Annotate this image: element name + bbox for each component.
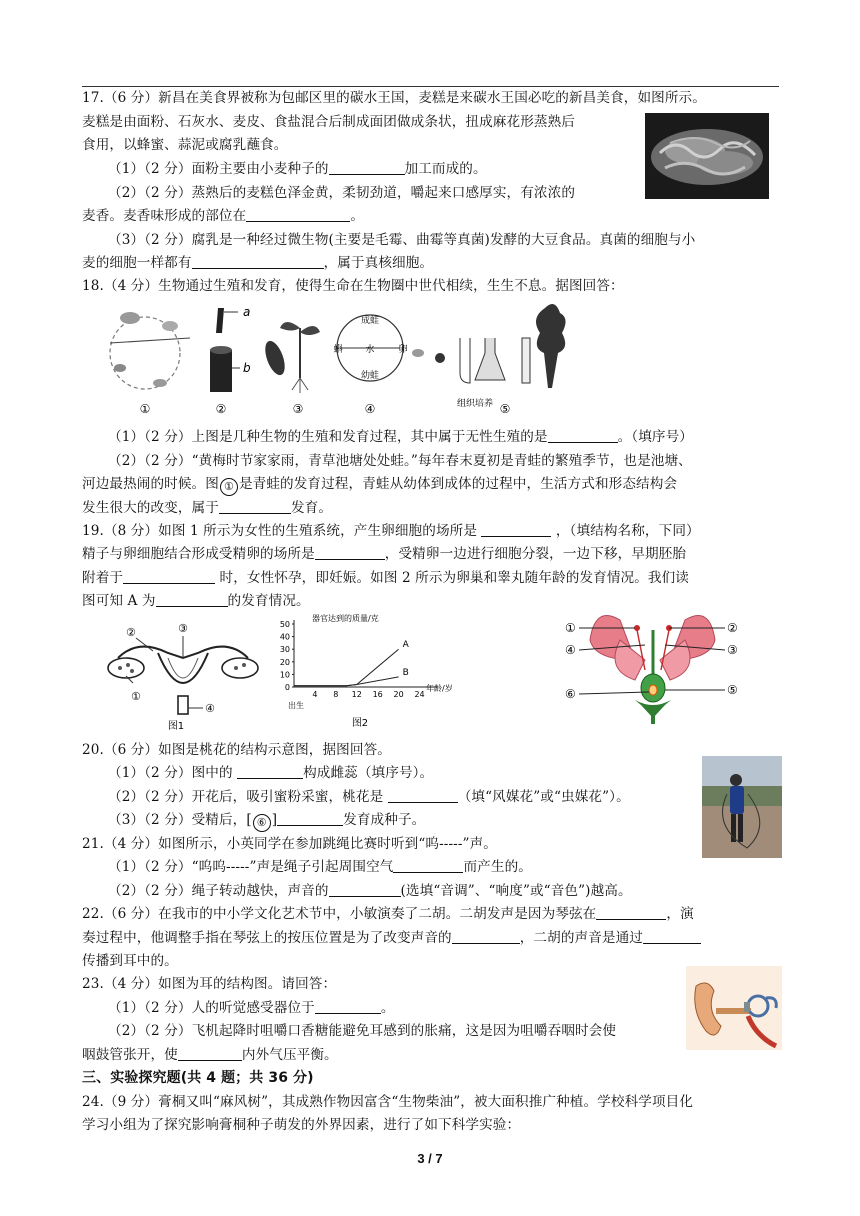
q17-line3: 食用，以蜂蜜、蒜泥或腐乳蘸食。 [82, 137, 288, 153]
q20-sub1 [108, 764, 433, 782]
q18-sub1-tail: 。（填序号） [617, 429, 693, 445]
y-tick-label: 40 [280, 632, 290, 642]
q19-line2 [82, 545, 686, 563]
q20-sub3-tail: 发育成种子。 [343, 812, 426, 828]
cycle-top: 成蛙 [360, 316, 380, 326]
cycle-left: 蝌 [333, 345, 343, 355]
fig-label-4: ④ [364, 402, 376, 416]
q17-sub3-line2 [82, 254, 433, 272]
q19-l3-text: 附着于 [82, 570, 124, 586]
y-tick-label: 10 [280, 670, 290, 680]
cycle-bottom: 幼蛙 [360, 371, 380, 381]
circled-number: ① [220, 478, 238, 496]
q21-sub1-text: （1）（2 分）“呜呜-----”声是绳子引起周围空气 [108, 859, 394, 875]
page-number: 3 / 7 [417, 1151, 443, 1166]
answer-blank[interactable] [315, 545, 385, 560]
female-reproductive-figure [98, 618, 268, 733]
y-tick-label: 30 [280, 645, 290, 655]
q21-sub2-tail: (选填“音调”、“响度”或“音色”)越高。 [400, 883, 632, 899]
fig1-label-1: ① [131, 690, 141, 703]
fig2-caption: 图2 [351, 718, 369, 729]
q20-sub1-text: （1）（2 分）图中的 [108, 765, 238, 781]
q19-line1 [82, 522, 700, 540]
culture-label: 组织培养 [456, 399, 494, 409]
y-tick-label: 50 [280, 620, 290, 629]
answer-blank[interactable] [277, 811, 343, 826]
q19-l4-tail: 的发育情况。 [227, 593, 310, 609]
section-heading: 三、实验探究题(共 4 题；共 36 分) [82, 1070, 314, 1086]
flower-label-6: ⑥ [565, 687, 576, 701]
q21-sub1 [108, 858, 532, 876]
q22-l2-text: 奏过程中，他调整手指在琴弦上的按压位置是为了改变声音的 [82, 930, 452, 946]
q18-line1: 18.（4 分）生物通过生殖和发育，使得生命在生物圈中世代相续，生生不息。据图回答： [82, 278, 624, 294]
q17-line2: 麦糕是由面粉、石灰水、麦皮、食盐混合后制成面团做成条状，扭成麻花形蒸熟后 [82, 114, 575, 130]
q17-sub1-tail: 加工而成的。 [404, 161, 487, 177]
q20-sub2 [108, 788, 630, 806]
header-rule [82, 86, 779, 87]
q17-sub3-tail: ，属于真核细胞。 [323, 255, 434, 271]
q18-sub2-line1: （2）（2 分）“黄梅时节家家雨，青草池塘处处蛙。”每年春末夏初是青蛙的繁殖季节，也是池塘、 [108, 453, 692, 469]
q17-sub1-text: （1）（2 分）面粉主要由小麦种子的 [108, 161, 329, 177]
maigao-photo [645, 113, 769, 199]
ear-structure-figure [686, 966, 782, 1050]
q19-l2-text: 精子与卵细胞结合形成受精卵的场所是 [82, 546, 315, 562]
q24-line1: 24.（9 分）膏桐又叫“麻风树”，其成熟作物因富含“生物柴油”，被大面积推广种植。学校科学项目化 [82, 1094, 694, 1110]
answer-blank[interactable] [156, 592, 228, 607]
q18-sub2-cont: 是青蛙的发育过程，青蛙从幼体到成体的过程中，生活方式和形态结构会 [238, 476, 678, 492]
x-tick-label: 20 [393, 690, 404, 699]
q23-sub1-text: （1）（2 分）人的听觉感受器位于 [108, 1000, 315, 1016]
flower-label-2: ② [727, 621, 738, 635]
flower-label-1: ① [565, 621, 576, 635]
answer-blank[interactable] [393, 858, 463, 873]
q23-sub2-tail: 内外气压平衡。 [241, 1047, 338, 1063]
answer-blank[interactable] [329, 160, 405, 175]
q21-line1: 21.（4 分）如图所示，小英同学在参加跳绳比赛时听到“呜-----”声。 [82, 836, 497, 852]
y-tick-label: 0 [284, 683, 290, 692]
label-b: b [243, 361, 251, 375]
q17-sub3-text: 麦的细胞一样都有 [82, 255, 192, 271]
q23-line1: 23.（4 分）如图为耳的结构图。请回答： [82, 976, 337, 992]
q20-sub3-bracket: ] [271, 812, 278, 828]
q24-line2: 学习小组为了探究影响膏桐种子萌发的外界因素，进行了如下科学实验： [82, 1117, 521, 1133]
q20-sub3 [108, 811, 425, 832]
flower-label-4: ④ [565, 643, 576, 657]
q20-sub1-tail: 构成雌蕊（填序号）。 [303, 765, 434, 781]
x-tick-label: 16 [372, 690, 383, 699]
tissue-culture-sketch [412, 304, 566, 388]
growth-chart [280, 612, 465, 732]
q19-line3 [82, 569, 689, 587]
chart-title: 器官达到的质量/克 [312, 614, 379, 623]
q17-line1: 17.（6 分）新昌在美食界被称为包邮区里的碳水王国，麦糕是来碳水王国必吃的新昌美食，如图所示。 [82, 90, 706, 106]
q18-sub1-text: （1）（2 分）上图是几种生物的生殖和发育过程，其中属于无性生殖的是 [108, 429, 548, 445]
x-tick-label: 12 [351, 690, 362, 699]
seedling-sketch [261, 322, 320, 393]
q21-sub2 [108, 882, 632, 900]
circled-number: ⑥ [253, 814, 271, 832]
q20-sub3-text: （3）（2 分）受精后，[ [108, 812, 252, 828]
answer-blank[interactable] [329, 882, 401, 897]
q17-sub2-tail: 。 [350, 208, 365, 224]
chart-series [294, 640, 410, 686]
peach-flower-figure [565, 600, 740, 725]
answer-blank[interactable] [315, 999, 381, 1014]
answer-blank[interactable] [192, 254, 324, 269]
q18-sub2-text2: 发生很大的改变，属于 [82, 500, 219, 516]
grafting-sketch [210, 308, 240, 392]
chart-origin: 出生 [288, 701, 304, 710]
q19-l4-text: 图可知 A 为 [82, 593, 156, 609]
answer-blank[interactable] [548, 428, 618, 443]
x-tick-label: 24 [414, 690, 425, 699]
fig-label-3: ③ [292, 402, 304, 416]
answer-blank[interactable] [123, 569, 215, 584]
q18-sub2-line2 [82, 475, 677, 496]
q19-l1-text: 19.（8 分）如图 1 所示为女性的生殖系统，产生卵细胞的场所是 [82, 523, 482, 539]
chart-xlabel: 年龄/岁 [426, 684, 453, 693]
flower-label-3: ③ [727, 643, 738, 657]
fig-label-2: ② [215, 402, 227, 416]
series-label-B: B [402, 667, 409, 678]
q19-line4 [82, 592, 310, 610]
q23-sub2-text: 咽鼓管张开，使 [82, 1047, 178, 1063]
q17-sub2-text: 麦香。麦香味形成的部位在 [82, 208, 247, 224]
answer-blank[interactable] [643, 929, 701, 944]
q22-line3: 传播到耳中的。 [82, 953, 178, 969]
fig-label-5: ⑤ [499, 402, 511, 416]
answer-blank[interactable] [596, 905, 666, 920]
q17-sub1 [108, 160, 487, 178]
q23-sub1-tail: 。 [380, 1000, 395, 1016]
q21-sub2-text: （2）（2 分）绳子转动越快，声音的 [108, 883, 329, 899]
q19-l3-tail: 时，女性怀孕，即妊娠。如图 2 所示为卵巢和睾丸随年龄的发育情况。我们读 [215, 570, 689, 586]
q22-l1-text: 22.（6 分）在我市的中小学文化艺术节中，小敏演奏了二胡。二胡发声是因为琴弦在 [82, 906, 597, 922]
reproduction-figure [100, 298, 570, 418]
q17-sub3-line1: （3）（2 分）腐乳是一种经过微生物(主要是毛霉、曲霉等真菌)发酵的大豆食品。真菌的细胞与小 [108, 232, 696, 248]
answer-blank[interactable] [388, 788, 458, 803]
q17-sub2-line1: （2）（2 分）蒸熟后的麦糕色泽金黄，柔韧劲道，嚼起来口感厚实，有浓浓的 [108, 185, 576, 201]
q21-sub1-tail: 而产生的。 [463, 859, 532, 875]
chart-y-ticks [280, 620, 294, 692]
fig-label-1: ① [139, 402, 151, 416]
answer-blank[interactable] [246, 207, 350, 222]
q20-sub2-text: （2）（2 分）开花后，吸引蜜粉采蜜，桃花是 [108, 789, 388, 805]
q22-l2-text2: ，二胡的声音是通过 [519, 930, 643, 946]
fig1-label-4: ④ [205, 702, 215, 715]
x-tick-label: 4 [312, 690, 318, 699]
y-tick-label: 20 [280, 657, 290, 667]
series-line-B [294, 677, 399, 686]
answer-blank[interactable] [452, 929, 520, 944]
q20-line1: 20.（6 分）如图是桃花的结构示意图，据图回答。 [82, 742, 391, 758]
frog-lifecycle-sketch [110, 312, 190, 389]
cycle-right: 卵 [398, 345, 408, 355]
fig1-caption: 图1 [167, 721, 185, 732]
q22-line2 [82, 929, 701, 947]
x-tick-label: 8 [333, 690, 339, 699]
series-label-A: A [402, 640, 409, 651]
fig1-label-2: ② [126, 626, 136, 639]
answer-blank[interactable] [237, 764, 303, 779]
answer-blank[interactable] [178, 1046, 242, 1061]
q18-sub1 [108, 428, 693, 446]
q22-l1-tail: ，演 [666, 906, 694, 922]
flower-label-5: ⑤ [727, 683, 738, 697]
chart-x-ticks [312, 690, 424, 699]
q22-line1 [82, 905, 694, 923]
q18-sub2-line3 [82, 499, 332, 517]
q23-sub2-line1: （2）（2 分）飞机起降时咀嚼口香糖能避免耳感到的胀痛，这是因为咀嚼吞咽时会使 [108, 1023, 617, 1039]
answer-blank[interactable] [481, 522, 551, 537]
fig1-label-3: ③ [178, 622, 188, 635]
answer-blank[interactable] [219, 499, 291, 514]
label-a: a [243, 305, 251, 319]
q18-sub2-tail: 发育。 [290, 500, 333, 516]
q19-l2-tail: ，受精卵一边进行细胞分裂，一边下移，早期胚胎 [384, 546, 687, 562]
q20-sub2-tail: （填“风媒花”或“虫媒花”）。 [457, 789, 630, 805]
jump-rope-photo [702, 756, 782, 858]
cycle-mid: 水 [365, 345, 375, 355]
q18-sub2-text: 河边最热闹的时候。图 [82, 476, 219, 492]
q19-l1-tail: ，（填结构名称，下同） [551, 523, 700, 539]
q23-sub1 [108, 999, 395, 1017]
q17-sub2-line2 [82, 207, 364, 225]
q23-sub2-line2 [82, 1046, 338, 1064]
